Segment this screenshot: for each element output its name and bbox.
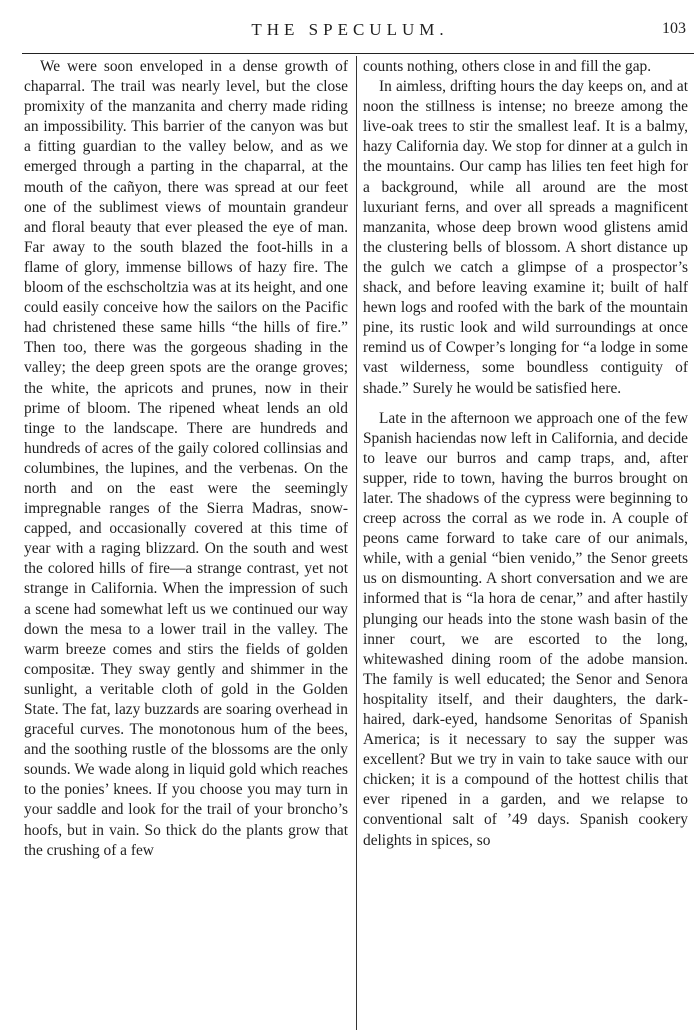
paragraph-right-3: Late in the afternoon we approach one of the few Spanish haciendas now left in California, and decide to leave our burros and camp traps, and, after supper, ride to town, having the burros brought on later. The shadows of the cypress were beginning to creep across the corral as we rode in. A couple of peons came forward to take care of our animals, while, with a genial “bien venido,” the Senor greets us on dismounting. A short conversation and we are informed that is “la hora de cenar,” and after hastily plunging our heads into the stone wash basin of the inner court, we are escorted to the long, whitewashed dining room of the adobe mansion. The family is well educated; the Senor and Senora hospitality itself, and their daughters, the dark-haired, dark-eyed, handsome Senoritas of Spanish America; is it necessary to say the supper was excellent? But we try in vain to take sauce with our chicken; it is a compound of the hottest chilis that ever ripened in a garden, and we relapse to conventional salt of ’49 days. Spanish cookery delights in spices, so [363,409,688,849]
paragraph-left-1: We were soon enveloped in a dense growth of chaparral. The trail was nearly level, but the close promixity of the manzanita and cherry made riding an impossibility. This barrier of the canyon was but a fitting guardian to the valley below, and as we emerged through a parting in the chaparral, at the mouth of the cañyon, there was spread at our feet one of the sublimest views of mountain grandeur and floral beauty that ever pleased the eye of man. Far away to the south blazed the foot-hills in a flame of glory, immense billows of hazy fire. The bloom of the eschscholtzia was at its height, and one could easily conceive how the sailors on the Pacific had christened these same hills “the hills of fire.” Then too, there was the gorgeous shading in the valley; the deep green spots are the orange groves; the white, the apricots and prunes, now in their prime of bloom. The ripened wheat lends an old tinge to the landscape. There are hundreds and hundreds of acres of the gaily colored collinsias and columbines, the lupines, and the verbenas. On the north and on the east were the seemingly impregnable ranges of the Sierra Madras, snow-capped, and occasionally covered at this time of year with a raging blizzard. On the south and west the colored hills of fire—a strange contrast, yet not strange in California. When the impression of such a scene had somewhat left us we continued our way down the mesa to a lower trail in the valley. The warm breeze comes and stirs the fields of golden compositæ. They sway gently and shimmer in the sunlight, a veritable cloth of gold in the Golden State. The fat, lazy buzzards are soaring overhead in graceful curves. The monotonous hum of the bees, and the soothing rustle of the blossoms are the only sounds. We wade along in liquid gold which reaches to the ponies’ knees. If you choose you may turn in your saddle and look for the trail of your broncho’s hoofs, but in vain. So thick do the plants grow that the crushing of a few [24,58,348,859]
page-number: 103 [662,20,686,37]
paragraph-right-2: In aimless, drifting hours the day keeps on, and at noon the stillness is intense; no breeze among the live-oak trees to stir the smallest leaf. It is a balmy, hazy California day. We stop for dinner at a gulch in the mountains. Our camp has lilies ten feet high for a background, while all around are the most luxuriant ferns, and over all spreads a magnificent manzanita, whose deep brown wood glistens amid the clustering bells of blossom. A short distance up the gulch we catch a glimpse of a prospector’s shack, and before leaving examine it; built of half hewn logs and roofed with the bark of the mountain pine, its rustic look and wild surroundings at once remind us of Cowper’s longing for “a lodge in some vast wilderness, some boundless contiguity of shade.” Surely he would be satisfied here. [363,78,688,397]
page-header [0,0,700,56]
right-column [363,57,688,1030]
header-rule [22,53,694,54]
running-title: THE SPECULUM. [251,20,449,39]
left-column [24,57,348,1030]
paragraph-right-1: counts nothing, others close in and fill the gap. [363,58,652,75]
column-divider [356,56,357,1030]
